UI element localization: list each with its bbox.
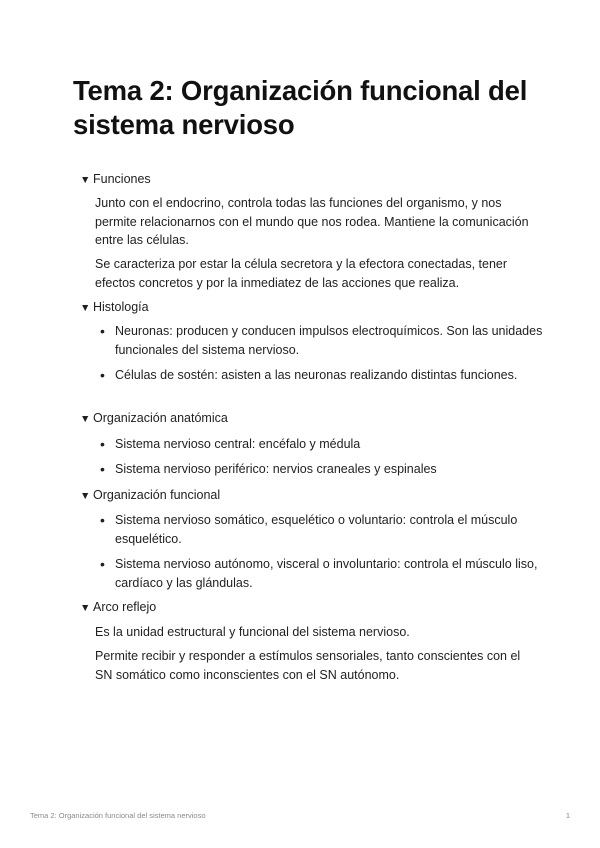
- footer-title: Tema 2: Organización funcional del sistema nervioso: [30, 811, 206, 820]
- bullet-icon: •: [100, 556, 105, 572]
- list-item: [100, 460, 555, 479]
- toggle-arco-reflejo[interactable]: [80, 598, 156, 617]
- list-item-text: Sistema nervioso periférico: nervios craneales y espinales: [115, 462, 437, 476]
- list-item-text: Neuronas: producen y conducen impulsos electroquímicos. Son las unidades funcionales del sistema nervioso.: [115, 324, 543, 357]
- toggle-heading: Funciones: [93, 172, 151, 186]
- toggle-triangle-icon: ▼: [80, 490, 91, 502]
- toggle-heading: Organización anatómica: [93, 411, 228, 425]
- list-item-text: Sistema nervioso autónomo, visceral o involuntario: controla el músculo liso, cardíaco y las glándulas.: [115, 557, 538, 590]
- list-item-text: Sistema nervioso somático, esquelético o voluntario: controla el músculo esquelético.: [115, 513, 518, 546]
- toggle-organizacion-anatomica[interactable]: [80, 409, 228, 428]
- page-title: Tema 2: Organización funcional del sistema nervioso: [73, 75, 528, 140]
- list-item: [100, 555, 555, 592]
- bullet-icon: •: [100, 436, 105, 452]
- toggle-triangle-icon: ▼: [80, 302, 91, 314]
- toggle-heading: Histología: [93, 300, 149, 314]
- list-item: [100, 435, 555, 454]
- toggle-triangle-icon: ▼: [80, 413, 91, 425]
- list-item: [100, 366, 555, 385]
- toggle-heading: Organización funcional: [93, 488, 221, 502]
- list-item: [100, 511, 555, 548]
- toggle-triangle-icon: ▼: [80, 602, 91, 614]
- bullet-icon: •: [100, 461, 105, 477]
- bullet-icon: •: [100, 367, 105, 383]
- paragraph: Junto con el endocrino, controla todas las funciones del organismo, y nos permite relacionarnos con el mundo que nos rodea. Mantiene la comunicación entre las células.: [95, 196, 529, 247]
- list-item: [100, 322, 555, 359]
- toggle-funciones[interactable]: [80, 170, 151, 189]
- paragraph: Se caracteriza por estar la célula secretora y la efectora conectadas, tener efectos concretos y por la inmediatez de las acciones que realiza.: [95, 257, 508, 290]
- list-item-text: Sistema nervioso central: encéfalo y médula: [115, 437, 361, 451]
- paragraph: Es la unidad estructural y funcional del sistema nervioso.: [95, 625, 410, 639]
- toggle-organizacion-funcional[interactable]: [80, 486, 220, 505]
- list-item-text: Células de sostén: asisten a las neuronas realizando distintas funciones.: [115, 368, 518, 382]
- toggle-triangle-icon: ▼: [80, 174, 91, 186]
- page-number: 1: [565, 811, 570, 820]
- paragraph: Permite recibir y responder a estímulos sensoriales, tanto conscientes con el SN somático como inconscientes con el SN autónomo.: [95, 649, 521, 682]
- bullet-icon: •: [100, 323, 105, 339]
- toggle-histologia[interactable]: [80, 298, 149, 317]
- toggle-heading: Arco reflejo: [93, 600, 157, 614]
- bullet-icon: •: [100, 512, 105, 528]
